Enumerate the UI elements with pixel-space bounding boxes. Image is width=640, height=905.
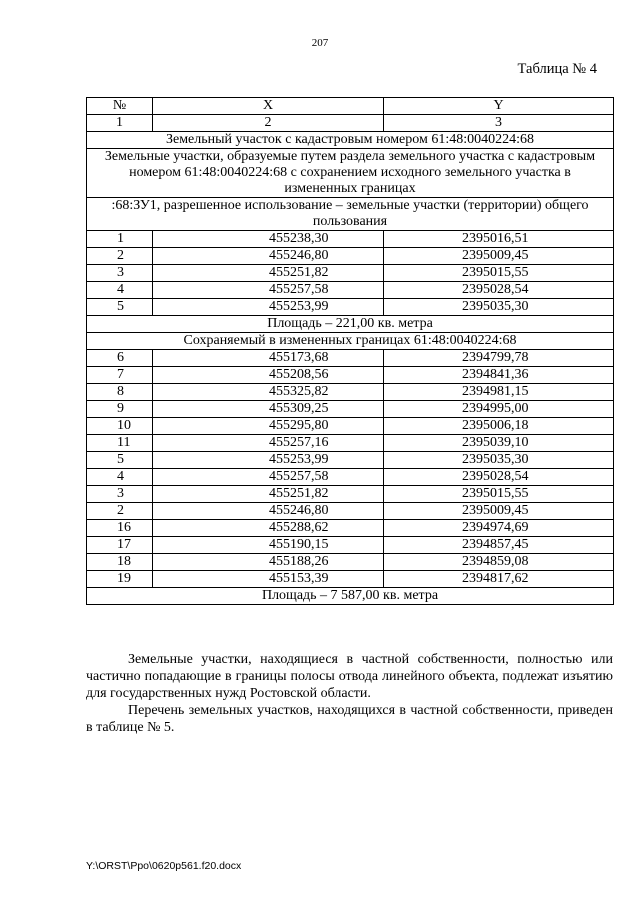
paragraph-seizure: Земельные участки, находящиеся в частной собственности, полностью или частично попадающие в границы полосы отвода линейного объекта, подлежат изъятию для государственных нужд Ростовской области. [86,652,613,701]
x-coordinate: 455257,58 [153,469,384,486]
x-coordinate: 455253,99 [153,452,384,469]
y-coordinate: 2395015,55 [384,265,614,282]
x-coordinate: 455295,80 [153,418,384,435]
table-row [87,299,614,316]
y-coordinate: 2395006,18 [384,418,614,435]
point-number: 3 [87,486,153,503]
table-caption: Таблица № 4 [517,61,597,77]
point-number: 1 [87,231,153,248]
table-row [87,265,614,282]
y-coordinate: 2395009,45 [384,248,614,265]
x-coordinate: 455246,80 [153,248,384,265]
point-number: 4 [87,469,153,486]
point-number: 18 [87,554,153,571]
point-number: 10 [87,418,153,435]
x-coordinate: 455153,39 [153,571,384,588]
y-coordinate: 2395035,30 [384,452,614,469]
point-number: 7 [87,367,153,384]
footer-file-path: Y:\ORST\Ppo\0620p561.f20.docx [86,860,242,872]
table-row [87,571,614,588]
point-number: 9 [87,401,153,418]
point-number: 2 [87,248,153,265]
point-number: 11 [87,435,153,452]
x-coordinate: 455253,99 [153,299,384,316]
column-index-1: 1 [87,115,153,132]
point-number: 5 [87,299,153,316]
x-coordinate: 455257,16 [153,435,384,452]
y-coordinate: 2395039,10 [384,435,614,452]
table-row [87,503,614,520]
point-number: 4 [87,282,153,299]
y-coordinate: 2394817,62 [384,571,614,588]
y-coordinate: 2394974,69 [384,520,614,537]
point-number: 3 [87,265,153,282]
x-coordinate: 455238,30 [153,231,384,248]
x-coordinate: 455288,62 [153,520,384,537]
coordinates-table-body [87,98,614,605]
x-coordinate: 455325,82 [153,384,384,401]
point-number: 8 [87,384,153,401]
header-row [87,98,614,115]
body-text [86,651,613,736]
plot1-title-row [87,198,614,231]
x-coordinate: 455257,58 [153,282,384,299]
plot2-title: Сохраняемый в измененных границах 61:48:0040224:68 [87,333,614,350]
y-coordinate: 2395035,30 [384,299,614,316]
section-title: Земельный участок с кадастровым номером 61:48:0040224:68 [87,132,614,149]
x-coordinate: 455190,15 [153,537,384,554]
plot1-area-row [87,316,614,333]
x-coordinate: 455251,82 [153,265,384,282]
point-number: 2 [87,503,153,520]
table-row [87,248,614,265]
y-coordinate: 2394995,00 [384,401,614,418]
coordinates-table [86,97,614,605]
y-coordinate: 2395015,55 [384,486,614,503]
subsection-title-row [87,149,614,198]
table-row [87,350,614,367]
y-coordinate: 2395016,51 [384,231,614,248]
x-coordinate: 455246,80 [153,503,384,520]
table-row [87,367,614,384]
header-number: № [87,98,153,115]
y-coordinate: 2394859,08 [384,554,614,571]
plot1-title: :68:ЗУ1, разрешенное использование – земельные участки (территории) общего пользования [87,198,614,231]
y-coordinate: 2395028,54 [384,469,614,486]
point-number: 6 [87,350,153,367]
y-coordinate: 2395028,54 [384,282,614,299]
table-row [87,486,614,503]
plot2-title-row [87,333,614,350]
table-row [87,554,614,571]
subsection-title: Земельные участки, образуемые путем раздела земельного участка с кадастровым номером 61:48:0040224:68 с сохранением исходного земельного участка в измененных границах [87,149,614,198]
table-row [87,418,614,435]
x-coordinate: 455173,68 [153,350,384,367]
table-row [87,384,614,401]
x-coordinate: 455309,25 [153,401,384,418]
paragraph-list-reference: Перечень земельных участков, находящихся в частной собственности, приведен в таблице № 5. [86,703,613,735]
x-coordinate: 455251,82 [153,486,384,503]
x-coordinate: 455188,26 [153,554,384,571]
y-coordinate: 2395009,45 [384,503,614,520]
page-number: 207 [311,37,329,49]
table-row [87,520,614,537]
section-title-row [87,132,614,149]
plot2-area: Площадь – 7 587,00 кв. метра [87,588,614,605]
table-row [87,401,614,418]
table-row [87,435,614,452]
y-coordinate: 2394981,15 [384,384,614,401]
table-row [87,469,614,486]
point-number: 19 [87,571,153,588]
x-coordinate: 455208,56 [153,367,384,384]
point-number: 16 [87,520,153,537]
column-index-row [87,115,614,132]
y-coordinate: 2394841,36 [384,367,614,384]
plot2-area-row [87,588,614,605]
point-number: 17 [87,537,153,554]
table-row [87,537,614,554]
point-number: 5 [87,452,153,469]
column-index-2: 2 [153,115,384,132]
header-y: Y [384,98,614,115]
column-index-3: 3 [384,115,614,132]
plot1-area: Площадь – 221,00 кв. метра [87,316,614,333]
y-coordinate: 2394799,78 [384,350,614,367]
header-x: X [153,98,384,115]
y-coordinate: 2394857,45 [384,537,614,554]
table-row [87,231,614,248]
table-row [87,282,614,299]
table-row [87,452,614,469]
